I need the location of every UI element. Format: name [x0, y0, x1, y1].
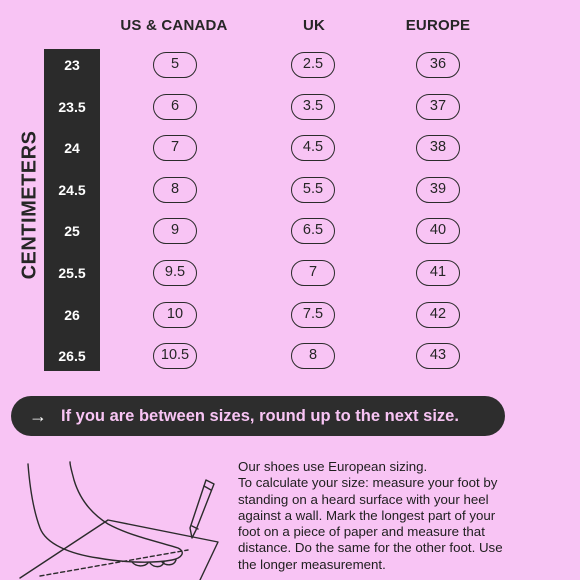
header-uk: UK	[302, 17, 326, 34]
pencil-band	[204, 486, 211, 490]
size-pill-us: 5	[153, 52, 197, 78]
size-pill-uk: 7.5	[291, 302, 335, 328]
size-pill-eu: 40	[416, 218, 460, 244]
size-pill-uk: 8	[291, 343, 335, 369]
cm-value: 25	[64, 223, 80, 240]
cm-value: 23	[64, 57, 80, 73]
size-pill-uk: 7	[291, 260, 335, 286]
size-pill-us: 7	[153, 135, 197, 161]
size-pill-eu: 39	[416, 177, 460, 203]
cm-value: 24	[64, 140, 80, 157]
cm-value: 26	[64, 306, 80, 323]
cm-value: 23.5	[58, 98, 86, 115]
header-us-canada: US & CANADA	[120, 17, 228, 34]
size-notice-banner	[11, 396, 505, 436]
instructions-line-1: Our shoes use European sizing.	[238, 459, 428, 474]
size-pill-uk: 2.5	[291, 52, 335, 78]
size-notice-text: If you are between sizes, round up to the next size.	[61, 406, 459, 425]
size-pill-us: 9.5	[153, 260, 197, 286]
size-pill-uk: 5.5	[291, 177, 335, 203]
cm-value: 24.5	[58, 181, 86, 198]
centimeters-column	[44, 49, 100, 371]
size-pill-uk: 3.5	[291, 94, 335, 120]
size-pill-eu: 38	[416, 135, 460, 161]
arrow-right-icon: →	[29, 405, 47, 426]
pencil	[190, 480, 214, 538]
header-centimeters: CENTIMETERS	[18, 130, 41, 280]
size-pill-uk: 4.5	[291, 135, 335, 161]
size-pill-us: 10	[153, 302, 197, 328]
measure-line	[40, 550, 188, 576]
cm-value: 26.5	[58, 348, 86, 365]
foot-measurement-illustration	[0, 450, 232, 580]
size-pill-us: 10.5	[153, 343, 197, 369]
size-pill-eu: 37	[416, 94, 460, 120]
size-pill-eu: 42	[416, 302, 460, 328]
measuring-instructions	[238, 459, 510, 573]
size-pill-uk: 6.5	[291, 218, 335, 244]
size-pill-eu: 43	[416, 343, 460, 369]
instructions-body: To calculate your size: measure your foot by standing on a heard surface with your heel against a wall. Mark the longest part of your foot on a piece of paper and measure that distance. Do the same for the other foot. Use the longer measurement.	[238, 475, 503, 572]
size-pill-us: 9	[153, 218, 197, 244]
size-pill-eu: 36	[416, 52, 460, 78]
size-pill-us: 8	[153, 177, 197, 203]
cm-value: 25.5	[58, 265, 86, 281]
size-pill-us: 6	[153, 94, 197, 120]
header-europe: EUROPE	[405, 17, 471, 34]
size-pill-eu: 41	[416, 260, 460, 286]
foot-outline	[28, 462, 182, 562]
